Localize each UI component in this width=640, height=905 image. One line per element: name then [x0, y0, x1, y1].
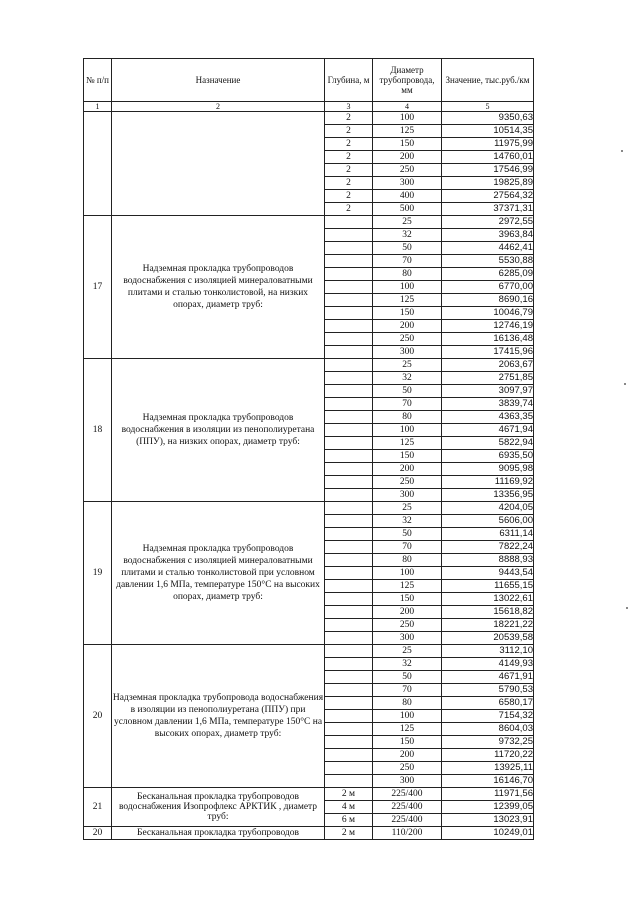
diameter-cell: 100: [373, 424, 442, 437]
value-cell: 13022,61: [442, 593, 534, 606]
depth-cell: [325, 281, 373, 294]
value-cell: 17415,96: [442, 346, 534, 359]
table-row: [84, 359, 534, 372]
diameter-cell: 250: [373, 619, 442, 632]
depth-cell: [325, 606, 373, 619]
diameter-cell: 25: [373, 216, 442, 229]
header-diameter: Диаметр трубопровода, мм: [373, 59, 442, 102]
value-cell: 8888,93: [442, 554, 534, 567]
diameter-cell: 300: [373, 346, 442, 359]
column-number: 3: [325, 102, 373, 112]
diameter-cell: 225/400: [373, 801, 442, 814]
value-cell: 7154,32: [442, 710, 534, 723]
depth-cell: [325, 593, 373, 606]
diameter-cell: 150: [373, 736, 442, 749]
value-cell: 18221,22: [442, 619, 534, 632]
column-number: 1: [84, 102, 112, 112]
depth-cell: [325, 476, 373, 489]
value-cell: 10514,35: [442, 125, 534, 138]
value-cell: 16146,70: [442, 775, 534, 788]
diameter-cell: 150: [373, 593, 442, 606]
depth-cell: 2: [325, 203, 373, 216]
value-cell: 4671,94: [442, 424, 534, 437]
depth-cell: [325, 749, 373, 762]
value-cell: 11720,22: [442, 749, 534, 762]
item-number: 18: [84, 359, 112, 502]
value-cell: 2751,85: [442, 372, 534, 385]
diameter-cell: 25: [373, 645, 442, 658]
depth-cell: [325, 723, 373, 736]
diameter-cell: 200: [373, 463, 442, 476]
diameter-cell: 70: [373, 255, 442, 268]
depth-cell: [325, 762, 373, 775]
depth-cell: [325, 411, 373, 424]
diameter-cell: 32: [373, 515, 442, 528]
value-cell: 9095,98: [442, 463, 534, 476]
value-cell: 6580,17: [442, 697, 534, 710]
diameter-cell: 25: [373, 359, 442, 372]
value-cell: 12399,05: [442, 801, 534, 814]
diameter-cell: 80: [373, 411, 442, 424]
value-cell: 20539,58: [442, 632, 534, 645]
depth-cell: [325, 359, 373, 372]
value-cell: 8690,16: [442, 294, 534, 307]
value-cell: 2063,67: [442, 359, 534, 372]
diameter-cell: 100: [373, 567, 442, 580]
depth-cell: [325, 346, 373, 359]
diameter-cell: 125: [373, 437, 442, 450]
diameter-cell: 200: [373, 749, 442, 762]
depth-cell: 2: [325, 190, 373, 203]
diameter-cell: 100: [373, 710, 442, 723]
header-value: Значение, тыс.руб./км: [442, 59, 534, 102]
depth-cell: [325, 450, 373, 463]
diameter-cell: 400: [373, 190, 442, 203]
depth-cell: 2 м: [325, 827, 373, 840]
value-cell: 4671,91: [442, 671, 534, 684]
item-number: 20: [84, 827, 112, 840]
depth-cell: [325, 242, 373, 255]
diameter-cell: 70: [373, 398, 442, 411]
tariff-table: [83, 58, 534, 840]
item-description: Надземная прокладка трубопроводов водоснабжения в изоляции из пенополиуретана (ППУ), на низких опорах, диаметр труб:: [112, 359, 325, 502]
scan-speck: [621, 150, 623, 152]
diameter-cell: 200: [373, 606, 442, 619]
diameter-cell: 300: [373, 177, 442, 190]
depth-cell: 2 м: [325, 788, 373, 801]
item-description: Бесканальная прокладка трубопроводов: [112, 827, 325, 840]
depth-cell: [325, 736, 373, 749]
depth-cell: [325, 684, 373, 697]
diameter-cell: 32: [373, 229, 442, 242]
column-number: 4: [373, 102, 442, 112]
diameter-cell: 150: [373, 450, 442, 463]
depth-cell: [325, 619, 373, 632]
depth-cell: [325, 775, 373, 788]
diameter-cell: 50: [373, 242, 442, 255]
depth-cell: [325, 580, 373, 593]
diameter-cell: 125: [373, 125, 442, 138]
diameter-cell: 32: [373, 658, 442, 671]
diameter-cell: 70: [373, 541, 442, 554]
diameter-cell: 50: [373, 671, 442, 684]
value-cell: 8604,03: [442, 723, 534, 736]
value-cell: 3839,74: [442, 398, 534, 411]
item-description: [112, 112, 325, 216]
depth-cell: [325, 502, 373, 515]
value-cell: 6770,00: [442, 281, 534, 294]
depth-cell: [325, 294, 373, 307]
depth-cell: [325, 541, 373, 554]
table-row: [84, 645, 534, 658]
value-cell: 37371,31: [442, 203, 534, 216]
header-row: [84, 59, 534, 102]
diameter-cell: 250: [373, 333, 442, 346]
diameter-cell: 250: [373, 164, 442, 177]
table-row: [84, 788, 534, 801]
table-row: [84, 216, 534, 229]
depth-cell: [325, 710, 373, 723]
scan-speck: [626, 607, 628, 609]
depth-cell: [325, 437, 373, 450]
value-cell: 11655,15: [442, 580, 534, 593]
value-cell: 17546,99: [442, 164, 534, 177]
value-cell: 3112,10: [442, 645, 534, 658]
table-row: [84, 502, 534, 515]
diameter-cell: 110/200: [373, 827, 442, 840]
diameter-cell: 100: [373, 281, 442, 294]
depth-cell: [325, 255, 373, 268]
depth-cell: [325, 229, 373, 242]
depth-cell: [325, 567, 373, 580]
value-cell: 10046,79: [442, 307, 534, 320]
depth-cell: [325, 333, 373, 346]
item-number: 19: [84, 502, 112, 645]
depth-cell: [325, 528, 373, 541]
depth-cell: [325, 463, 373, 476]
value-cell: 15618,82: [442, 606, 534, 619]
header-number: № п/п: [84, 59, 112, 102]
value-cell: 12746,19: [442, 320, 534, 333]
diameter-cell: 250: [373, 476, 442, 489]
diameter-cell: 50: [373, 528, 442, 541]
depth-cell: [325, 424, 373, 437]
depth-cell: [325, 554, 373, 567]
item-description: Надземная прокладка трубопроводов водоснабжения с изоляцией минераловатными плитами и сталью тонколистовой при условном давлении 1,6 МПа, температуре 150°С на высоких опорах, диаметр труб:: [112, 502, 325, 645]
depth-cell: [325, 385, 373, 398]
value-cell: 16136,48: [442, 333, 534, 346]
item-number: [84, 112, 112, 216]
value-cell: 2972,55: [442, 216, 534, 229]
depth-cell: [325, 320, 373, 333]
diameter-cell: 125: [373, 723, 442, 736]
value-cell: 19825,89: [442, 177, 534, 190]
item-description: Бесканальная прокладка трубопроводов водоснабжения Изопрофлекс АРКТИК , диаметр труб:: [112, 788, 325, 827]
depth-cell: [325, 658, 373, 671]
value-cell: 13356,95: [442, 489, 534, 502]
diameter-cell: 500: [373, 203, 442, 216]
depth-cell: [325, 671, 373, 684]
value-cell: 4204,05: [442, 502, 534, 515]
depth-cell: [325, 372, 373, 385]
diameter-cell: 80: [373, 554, 442, 567]
column-number: 5: [442, 102, 534, 112]
diameter-cell: 200: [373, 151, 442, 164]
value-cell: 13925,11: [442, 762, 534, 775]
depth-cell: [325, 307, 373, 320]
header-purpose: Назначение: [112, 59, 325, 102]
value-cell: 5822,94: [442, 437, 534, 450]
item-number: 21: [84, 788, 112, 827]
depth-cell: [325, 216, 373, 229]
depth-cell: 2: [325, 151, 373, 164]
value-cell: 27564,32: [442, 190, 534, 203]
item-description: Надземная прокладка трубопроводов водоснабжения с изоляцией минераловатными плитами и сталью тонколистовой, на низких опорах, диаметр труб:: [112, 216, 325, 359]
diameter-cell: 300: [373, 489, 442, 502]
diameter-cell: 100: [373, 112, 442, 125]
value-cell: 4363,35: [442, 411, 534, 424]
value-cell: 4462,41: [442, 242, 534, 255]
diameter-cell: 225/400: [373, 814, 442, 827]
diameter-cell: 300: [373, 632, 442, 645]
depth-cell: 2: [325, 164, 373, 177]
value-cell: 13023,91: [442, 814, 534, 827]
value-cell: 6935,50: [442, 450, 534, 463]
value-cell: 6285,09: [442, 268, 534, 281]
value-cell: 11975,99: [442, 138, 534, 151]
value-cell: 3097,97: [442, 385, 534, 398]
depth-cell: [325, 632, 373, 645]
diameter-cell: 150: [373, 138, 442, 151]
diameter-cell: 225/400: [373, 788, 442, 801]
header-depth: Глубина, м: [325, 59, 373, 102]
diameter-cell: 80: [373, 697, 442, 710]
value-cell: 5606,00: [442, 515, 534, 528]
diameter-cell: 125: [373, 294, 442, 307]
diameter-cell: 70: [373, 684, 442, 697]
scan-speck: [624, 383, 626, 385]
value-cell: 7822,24: [442, 541, 534, 554]
item-number: 17: [84, 216, 112, 359]
value-cell: 3963,84: [442, 229, 534, 242]
diameter-cell: 125: [373, 580, 442, 593]
table-body: [84, 112, 534, 840]
item-number: 20: [84, 645, 112, 788]
value-cell: 5530,88: [442, 255, 534, 268]
table-row: [84, 827, 534, 840]
diameter-cell: 80: [373, 268, 442, 281]
value-cell: 4149,93: [442, 658, 534, 671]
column-number: 2: [112, 102, 325, 112]
column-number-row: [84, 102, 534, 112]
value-cell: 10249,01: [442, 827, 534, 840]
depth-cell: 2: [325, 125, 373, 138]
value-cell: 14760,01: [442, 151, 534, 164]
value-cell: 9350,63: [442, 112, 534, 125]
diameter-cell: 25: [373, 502, 442, 515]
depth-cell: 6 м: [325, 814, 373, 827]
depth-cell: 2: [325, 112, 373, 125]
depth-cell: [325, 645, 373, 658]
diameter-cell: 200: [373, 320, 442, 333]
item-description: Надземная прокладка трубопровода водоснабжения в изоляции из пенополиуретана (ППУ) при условном давлении 1,6 МПа, температуре 150°С на высоких опорах, диаметр труб:: [112, 645, 325, 788]
depth-cell: [325, 268, 373, 281]
depth-cell: [325, 398, 373, 411]
depth-cell: [325, 697, 373, 710]
depth-cell: 2: [325, 177, 373, 190]
diameter-cell: 50: [373, 385, 442, 398]
depth-cell: [325, 515, 373, 528]
diameter-cell: 300: [373, 775, 442, 788]
table-row: [84, 112, 534, 125]
depth-cell: 4 м: [325, 801, 373, 814]
value-cell: 11971,56: [442, 788, 534, 801]
diameter-cell: 150: [373, 307, 442, 320]
value-cell: 6311,14: [442, 528, 534, 541]
value-cell: 9732,25: [442, 736, 534, 749]
value-cell: 11169,92: [442, 476, 534, 489]
value-cell: 5790,53: [442, 684, 534, 697]
depth-cell: [325, 489, 373, 502]
depth-cell: 2: [325, 138, 373, 151]
diameter-cell: 250: [373, 762, 442, 775]
value-cell: 9443,54: [442, 567, 534, 580]
diameter-cell: 32: [373, 372, 442, 385]
